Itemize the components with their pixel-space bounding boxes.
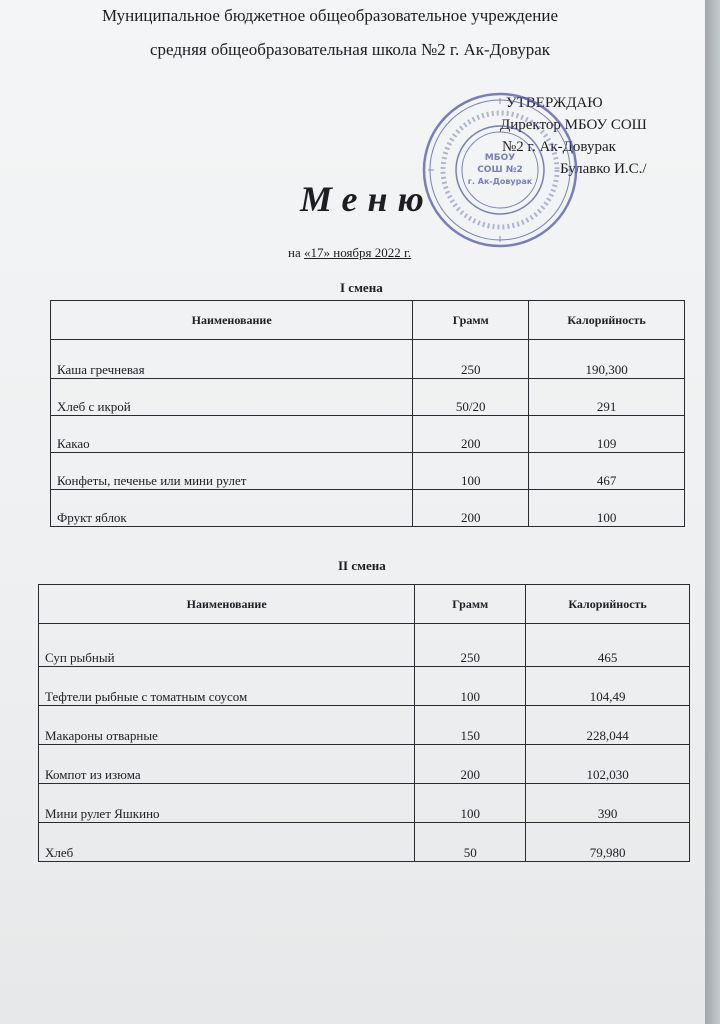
table-row [39, 745, 690, 784]
table-row [51, 490, 685, 527]
dish-name: Фрукт яблок [51, 490, 413, 527]
dish-gram: 200 [413, 416, 529, 453]
date-prefix: на [288, 245, 304, 260]
date-value: «17» ноября 2022 г. [303, 245, 412, 260]
school-name-line2: средняя общеобразовательная школа №2 г. Ак-Довурак [149, 40, 551, 59]
dish-name: Мини рулет Яшкино [39, 784, 415, 823]
dish-name: Суп рыбный [39, 624, 415, 667]
dish-gram: 250 [415, 624, 526, 667]
table-row [39, 667, 690, 706]
dish-kcal: 291 [529, 379, 685, 416]
dish-name: Компот из изюма [39, 745, 415, 784]
table-row [39, 624, 690, 667]
round-stamp [420, 90, 580, 250]
dish-name: Каша гречневая [51, 340, 413, 379]
stamp-text-2: СОШ №2 [477, 165, 523, 175]
dish-kcal: 390 [526, 784, 690, 823]
page-title: Меню [300, 179, 434, 219]
dish-kcal: 79,980 [526, 823, 690, 862]
dish-name: Макароны отварные [39, 706, 415, 745]
shift2-label: II смена [338, 558, 386, 573]
dish-kcal: 109 [529, 416, 685, 453]
dish-kcal: 228,044 [526, 706, 690, 745]
table-header-row [39, 585, 690, 624]
shift2-table [38, 584, 690, 862]
table-row [39, 823, 690, 862]
shift1-table [50, 300, 685, 527]
table-row [39, 706, 690, 745]
dish-name: Хлеб [39, 823, 415, 862]
table-row [51, 416, 685, 453]
stamp-text-3: г. Ак-Довурак [467, 177, 533, 186]
stamp-text-1: МБОУ [484, 153, 516, 163]
dish-gram: 50/20 [413, 379, 529, 416]
dish-gram: 200 [415, 745, 526, 784]
header-name: Наименование [39, 585, 415, 624]
dish-kcal: 104,49 [526, 667, 690, 706]
header-name: Наименование [51, 301, 413, 340]
approval-position: Директор МБОУ СОШ [500, 117, 647, 133]
dish-kcal: 100 [529, 490, 685, 527]
table-row [39, 784, 690, 823]
dish-kcal: 102,030 [526, 745, 690, 784]
dish-gram: 50 [415, 823, 526, 862]
dish-kcal: 190,300 [529, 340, 685, 379]
dish-name: Хлеб с икрой [51, 379, 413, 416]
approval-signature: Булавко И.С./ [560, 161, 647, 177]
dish-name: Какао [51, 416, 413, 453]
table-row [51, 340, 685, 379]
dish-gram: 150 [415, 706, 526, 745]
header-kcal: Калорийность [529, 301, 685, 340]
table-row [51, 453, 685, 490]
dish-kcal: 467 [529, 453, 685, 490]
dish-gram: 100 [415, 784, 526, 823]
header-kcal: Калорийность [526, 585, 690, 624]
header-gram: Грамм [415, 585, 526, 624]
approval-school: №2 г. Ак-Довурак [502, 139, 616, 155]
approval-title: УТВЕРЖДАЮ [506, 95, 603, 111]
table-row [51, 379, 685, 416]
dish-gram: 250 [413, 340, 529, 379]
dish-gram: 100 [415, 667, 526, 706]
header-gram: Грамм [413, 301, 529, 340]
school-name-line1: Муниципальное бюджетное общеобразовательное учреждение [101, 6, 559, 25]
dish-name: Конфеты, печенье или мини рулет [51, 453, 413, 490]
dish-gram: 200 [413, 490, 529, 527]
dish-name: Тефтели рыбные с томатным соусом [39, 667, 415, 706]
dish-gram: 100 [413, 453, 529, 490]
background-edge [705, 0, 720, 1024]
shift1-label: I смена [340, 280, 383, 295]
table-header-row [51, 301, 685, 340]
menu-date [288, 245, 411, 261]
dish-kcal: 465 [526, 624, 690, 667]
